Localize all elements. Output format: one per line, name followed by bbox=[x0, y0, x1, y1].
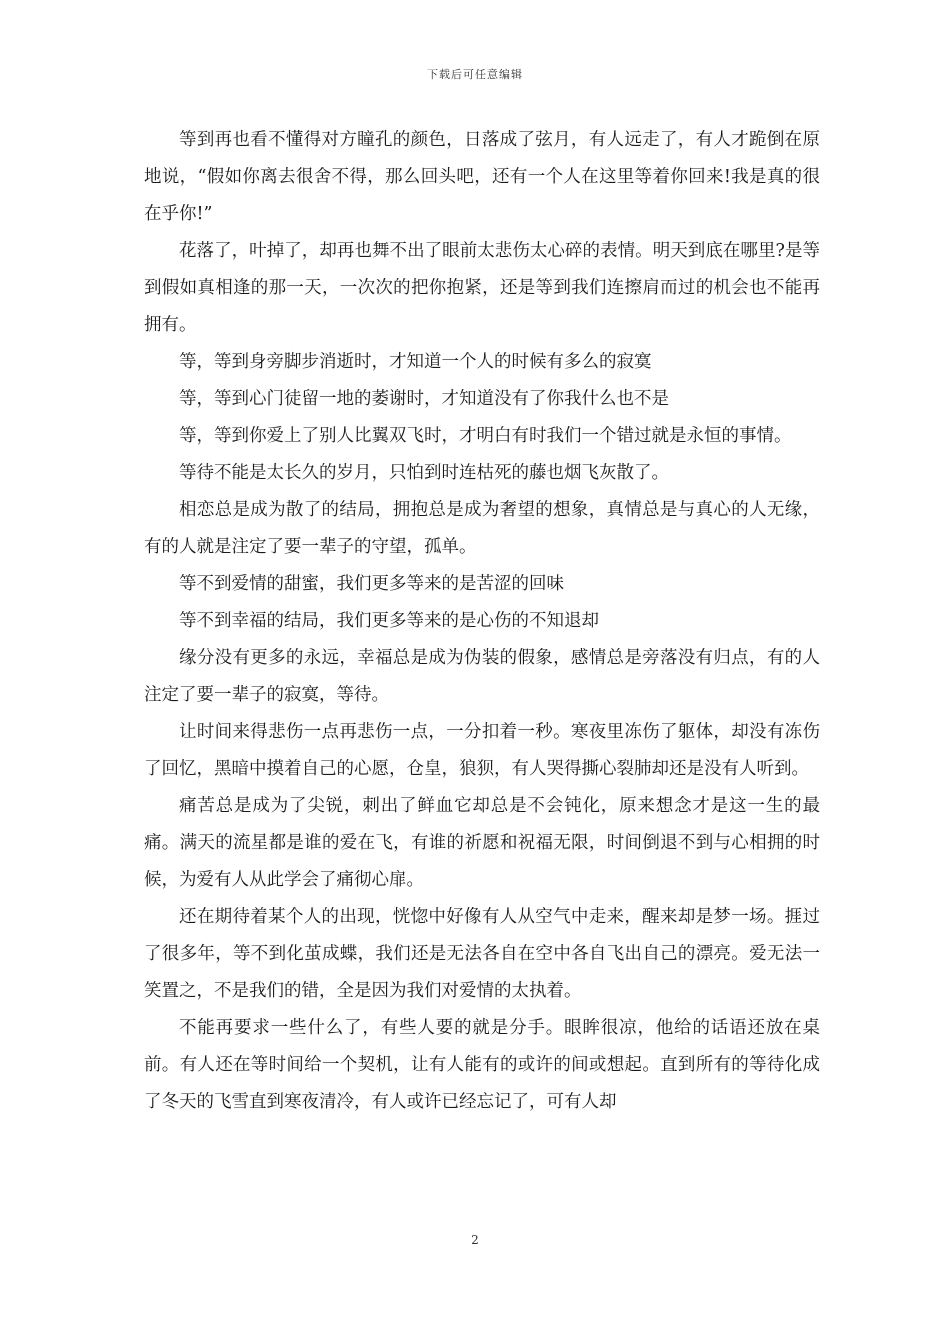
page-header: 下载后可任意编辑 bbox=[427, 68, 523, 81]
paragraph: 等，等到心门徒留一地的萎谢时，才知道没有了你我什么也不是 bbox=[179, 389, 669, 409]
paragraph: 还在期待着某个人的出现，恍惚中好像有人从空气中走来，醒来却是梦一场。捱过了很多年，等不到化茧成蝶，我们还是无法各自在空中各自飞出自己的漂亮。爱无法一笑置之，不是我们的错，全是因为我们对爱情的太执着。 bbox=[144, 907, 820, 1001]
paragraph: 等不到爱情的甜蜜，我们更多等来的是苦涩的回味 bbox=[179, 574, 564, 594]
paragraph: 缘分没有更多的永远，幸福总是成为伪装的假象，感情总是旁落没有归点，有的人注定了要一辈子的寂寞，等待。 bbox=[144, 648, 820, 705]
paragraph: 等不到幸福的结局，我们更多等来的是心伤的不知退却 bbox=[179, 611, 599, 631]
paragraph: 相恋总是成为散了的结局，拥抱总是成为奢望的想象，真情总是与真心的人无缘，有的人就是注定了要一辈子的守望，孤单。 bbox=[144, 500, 820, 557]
page-number: 2 bbox=[471, 1233, 479, 1247]
paragraph: 痛苦总是成为了尖锐，刺出了鲜血它却总是不会钝化，原来想念才是这一生的最痛。满天的流星都是谁的爱在飞，有谁的祈愿和祝福无限，时间倒退不到与心相拥的时候，为爱有人从此学会了痛彻心扉。 bbox=[144, 796, 820, 890]
document-body bbox=[144, 122, 820, 1121]
paragraph: 等到再也看不懂得对方瞳孔的颜色，日落成了弦月，有人远走了，有人才跪倒在原地说，“假如你离去很舍不得，那么回头吧，还有一个人在这里等着你回来!我是真的很在乎你!” bbox=[144, 130, 820, 224]
paragraph: 等，等到你爱上了别人比翼双飞时，才明白有时我们一个错过就是永恒的事情。 bbox=[179, 426, 792, 446]
paragraph: 让时间来得悲伤一点再悲伤一点，一分扣着一秒。寒夜里冻伤了躯体，却没有冻伤了回忆，黑暗中摸着自己的心愿，仓皇，狼狈，有人哭得撕心裂肺却还是没有人听到。 bbox=[144, 722, 820, 779]
paragraph: 等，等到身旁脚步消逝时，才知道一个人的时候有多么的寂寞 bbox=[179, 352, 652, 372]
paragraph: 花落了，叶掉了，却再也舞不出了眼前太悲伤太心碎的表情。明天到底在哪里?是等到假如真相逢的那一天，一次次的把你抱紧，还是等到我们连擦肩而过的机会也不能再拥有。 bbox=[144, 241, 820, 335]
paragraph: 不能再要求一些什么了，有些人要的就是分手。眼眸很凉，他给的话语还放在桌前。有人还在等时间给一个契机，让有人能有的或许的间或想起。直到所有的等待化成了冬天的飞雪直到寒夜清冷，有人或许已经忘记了，可有人却 bbox=[144, 1018, 820, 1112]
paragraph: 等待不能是太长久的岁月，只怕到时连枯死的藤也烟飞灰散了。 bbox=[179, 463, 669, 483]
